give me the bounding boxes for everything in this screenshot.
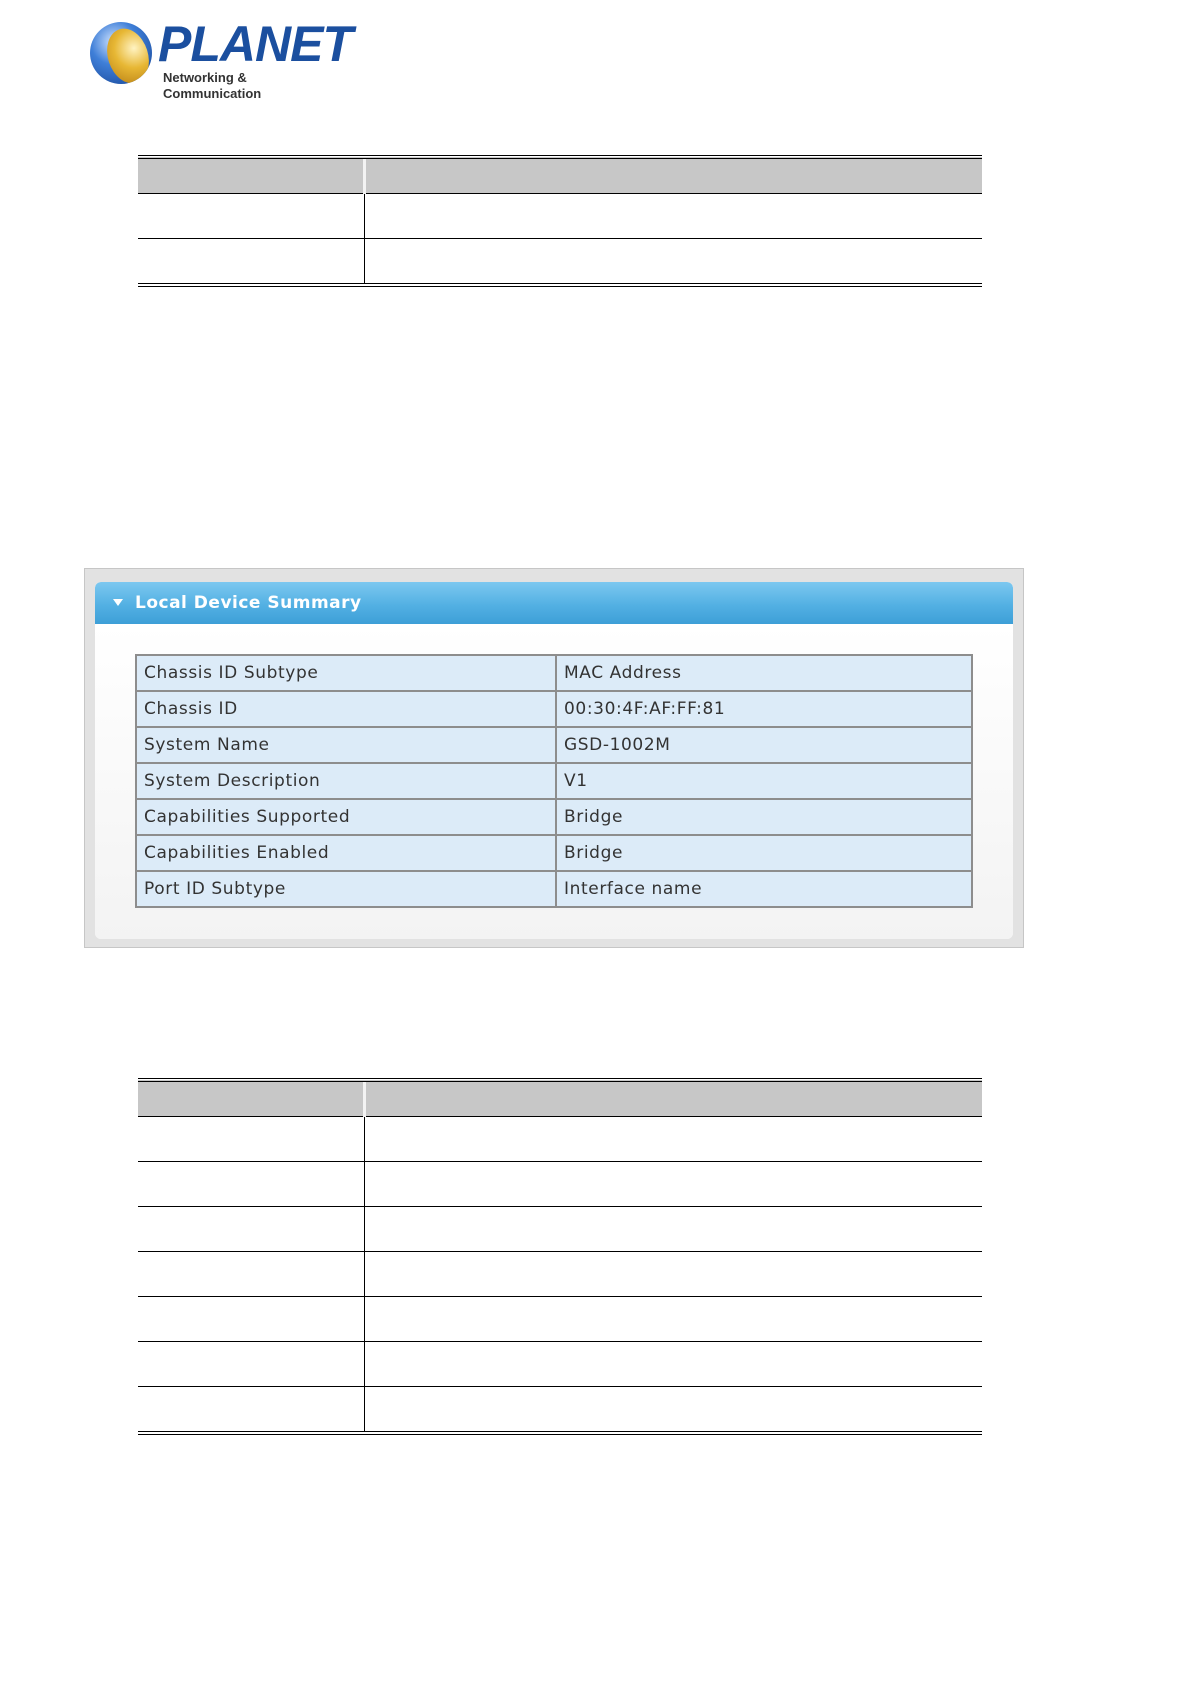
table-cell xyxy=(364,1252,982,1297)
table-row xyxy=(138,1117,982,1162)
table-cell xyxy=(364,1387,982,1434)
table-cell xyxy=(364,1117,982,1162)
table-header-cell xyxy=(138,1080,364,1117)
table-row xyxy=(138,1387,982,1434)
table-cell xyxy=(138,1387,364,1434)
table-cell xyxy=(364,1207,982,1252)
local-device-summary-panel xyxy=(84,568,1024,948)
table-cell xyxy=(138,1252,364,1297)
table-header-cell xyxy=(364,1080,982,1117)
parameter-table-top xyxy=(138,155,982,287)
collapse-arrow-icon[interactable] xyxy=(113,599,123,606)
table-header-row xyxy=(138,1080,982,1117)
planet-logo xyxy=(90,16,352,101)
table-cell xyxy=(364,239,982,286)
table-header-cell xyxy=(138,157,364,194)
summary-value: 00:30:4F:AF:FF:81 xyxy=(556,691,972,727)
summary-key: Chassis ID xyxy=(136,691,556,727)
summary-key: Capabilities Enabled xyxy=(136,835,556,871)
summary-row xyxy=(136,835,972,871)
table-row xyxy=(138,194,982,239)
summary-value: V1 xyxy=(556,763,972,799)
summary-row xyxy=(136,799,972,835)
summary-row xyxy=(136,655,972,691)
planet-globe-icon xyxy=(90,22,152,84)
table-cell xyxy=(364,1162,982,1207)
summary-value: MAC Address xyxy=(556,655,972,691)
table-cell xyxy=(364,1342,982,1387)
parameter-table-bottom xyxy=(138,1078,982,1435)
table-cell xyxy=(138,1342,364,1387)
table-cell xyxy=(138,1162,364,1207)
panel-title: Local Device Summary xyxy=(135,593,362,613)
summary-key: Capabilities Supported xyxy=(136,799,556,835)
table-cell xyxy=(138,1207,364,1252)
table-row xyxy=(138,1162,982,1207)
summary-key: System Description xyxy=(136,763,556,799)
summary-value: Bridge xyxy=(556,799,972,835)
table-row xyxy=(138,1342,982,1387)
table-row xyxy=(138,239,982,286)
logo-tagline: Networking & Communication xyxy=(163,70,262,101)
table-cell xyxy=(138,1117,364,1162)
summary-value: GSD-1002M xyxy=(556,727,972,763)
summary-row xyxy=(136,727,972,763)
table-cell xyxy=(364,1297,982,1342)
table-cell xyxy=(138,1297,364,1342)
table-row xyxy=(138,1297,982,1342)
summary-value: Interface name xyxy=(556,871,972,907)
summary-row xyxy=(136,691,972,727)
summary-row xyxy=(136,763,972,799)
table-header-cell xyxy=(364,157,982,194)
table-row xyxy=(138,1252,982,1297)
table-cell xyxy=(138,194,364,239)
table-row xyxy=(138,1207,982,1252)
table-cell xyxy=(138,239,364,286)
logo-brand: PLANET xyxy=(158,16,352,72)
panel-header[interactable] xyxy=(95,582,1013,624)
table-cell xyxy=(364,194,982,239)
table-header-row xyxy=(138,157,982,194)
summary-table xyxy=(135,654,973,908)
summary-key: Chassis ID Subtype xyxy=(136,655,556,691)
summary-key: System Name xyxy=(136,727,556,763)
summary-value: Bridge xyxy=(556,835,972,871)
summary-row xyxy=(136,871,972,907)
summary-key: Port ID Subtype xyxy=(136,871,556,907)
